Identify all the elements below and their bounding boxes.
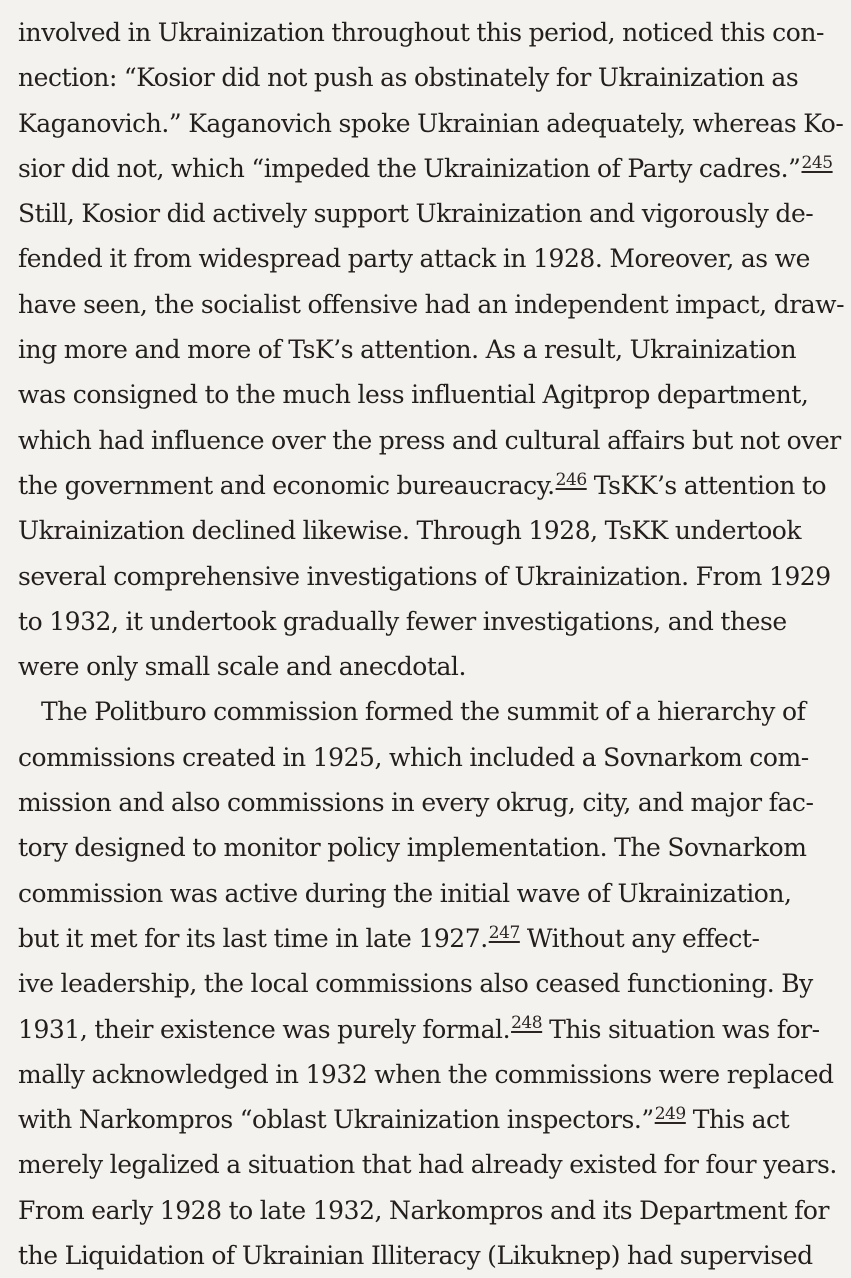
text-line xyxy=(18,463,833,508)
text-line xyxy=(18,508,833,553)
footnote-reference[interactable]: 245 xyxy=(801,152,833,173)
text-line xyxy=(18,825,833,870)
text-segment: the Liquidation of Ukrainian Illiteracy (Likuknep) had supervised xyxy=(18,1241,813,1271)
text-line xyxy=(18,10,833,55)
text-segment: mally acknowledged in 1932 when the commissions were replaced xyxy=(18,1059,834,1089)
text-segment: was consigned to the much less influential Agitprop department, xyxy=(18,380,809,410)
page-text-body xyxy=(18,10,845,1278)
text-segment: but it met for its last time in late 1927. xyxy=(18,923,488,953)
text-segment: to 1932, it undertook gradually fewer investigations, and these xyxy=(18,606,787,636)
text-segment: tory designed to monitor policy implementation. The Sovnarkom xyxy=(18,833,807,863)
paragraph xyxy=(18,10,845,689)
text-line xyxy=(18,55,833,100)
text-segment: ing more and more of TsK’s attention. As a result, Ukrainization xyxy=(18,335,797,365)
text-segment: involved in Ukrainization throughout this period, noticed this con- xyxy=(18,18,824,47)
text-line xyxy=(18,735,833,780)
text-segment: fended it from widespread party attack in 1928. Moreover, as we xyxy=(18,244,810,274)
text-line xyxy=(18,418,841,463)
text-line xyxy=(18,916,833,961)
text-line xyxy=(18,191,833,236)
text-segment: This act xyxy=(685,1105,790,1135)
text-segment: The Politburo commission formed the summit of a hierarchy of xyxy=(41,697,806,727)
text-segment: nection: “Kosior did not push as obstinately for Ukrainization as xyxy=(18,63,799,93)
text-segment: merely legalized a situation that had already existed for four years. xyxy=(18,1150,837,1180)
text-segment: the government and economic bureaucracy. xyxy=(18,470,555,500)
footnote-reference[interactable]: 247 xyxy=(488,922,520,943)
text-segment: Ukrainization declined likewise. Through 1928, TsKK undertook xyxy=(18,516,802,546)
text-line xyxy=(18,780,833,825)
text-line xyxy=(18,146,833,191)
text-line xyxy=(18,1007,833,1052)
text-line xyxy=(18,599,833,644)
text-line xyxy=(18,1233,833,1278)
paragraph xyxy=(18,689,837,1278)
text-segment: TsKK’s attention to xyxy=(586,470,827,500)
text-segment: Without any effect- xyxy=(519,923,760,953)
text-segment: were only small scale and anecdotal. xyxy=(18,652,466,682)
text-line xyxy=(18,282,845,327)
text-segment: with Narkompros “oblast Ukrainization inspectors.” xyxy=(18,1105,654,1135)
footnote-reference[interactable]: 249 xyxy=(654,1103,686,1124)
text-line xyxy=(18,961,833,1006)
footnote-reference[interactable]: 248 xyxy=(511,1013,543,1034)
text-segment: From early 1928 to late 1932, Narkompros and its Department for xyxy=(18,1195,829,1225)
text-segment: which had influence over the press and cultural affairs but not over xyxy=(18,425,841,455)
text-segment: commissions created in 1925, which included a Sovnarkom com- xyxy=(18,742,809,772)
text-line xyxy=(18,644,833,689)
text-segment: Kaganovich.” Kaganovich spoke Ukrainian adequately, whereas Ko- xyxy=(18,108,844,138)
text-line xyxy=(18,1188,833,1233)
text-line xyxy=(18,871,833,916)
text-line xyxy=(18,1142,837,1187)
footnote-reference[interactable]: 246 xyxy=(555,469,587,490)
text-segment: This situation was for- xyxy=(542,1014,820,1044)
text-segment: Still, Kosior did actively support Ukrainization and vigorously de- xyxy=(18,199,814,229)
text-segment: have seen, the socialist offensive had an independent impact, draw- xyxy=(18,289,845,319)
text-line xyxy=(18,372,833,417)
text-line xyxy=(18,1052,833,1097)
text-line xyxy=(18,689,833,734)
text-segment: mission and also commissions in every okrug, city, and major fac- xyxy=(18,788,814,818)
text-line xyxy=(18,327,833,372)
text-line xyxy=(18,554,833,599)
text-line xyxy=(18,1097,833,1142)
text-line xyxy=(18,101,844,146)
text-segment: 1931, their existence was purely formal. xyxy=(18,1014,511,1044)
text-segment: several comprehensive investigations of Ukrainization. From 1929 xyxy=(18,561,831,591)
text-segment: ive leadership, the local commissions also ceased functioning. By xyxy=(18,969,813,999)
text-segment: commission was active during the initial wave of Ukrainization, xyxy=(18,878,792,908)
text-line xyxy=(18,236,833,281)
text-segment: sior did not, which “impeded the Ukrainization of Party cadres.” xyxy=(18,153,801,183)
